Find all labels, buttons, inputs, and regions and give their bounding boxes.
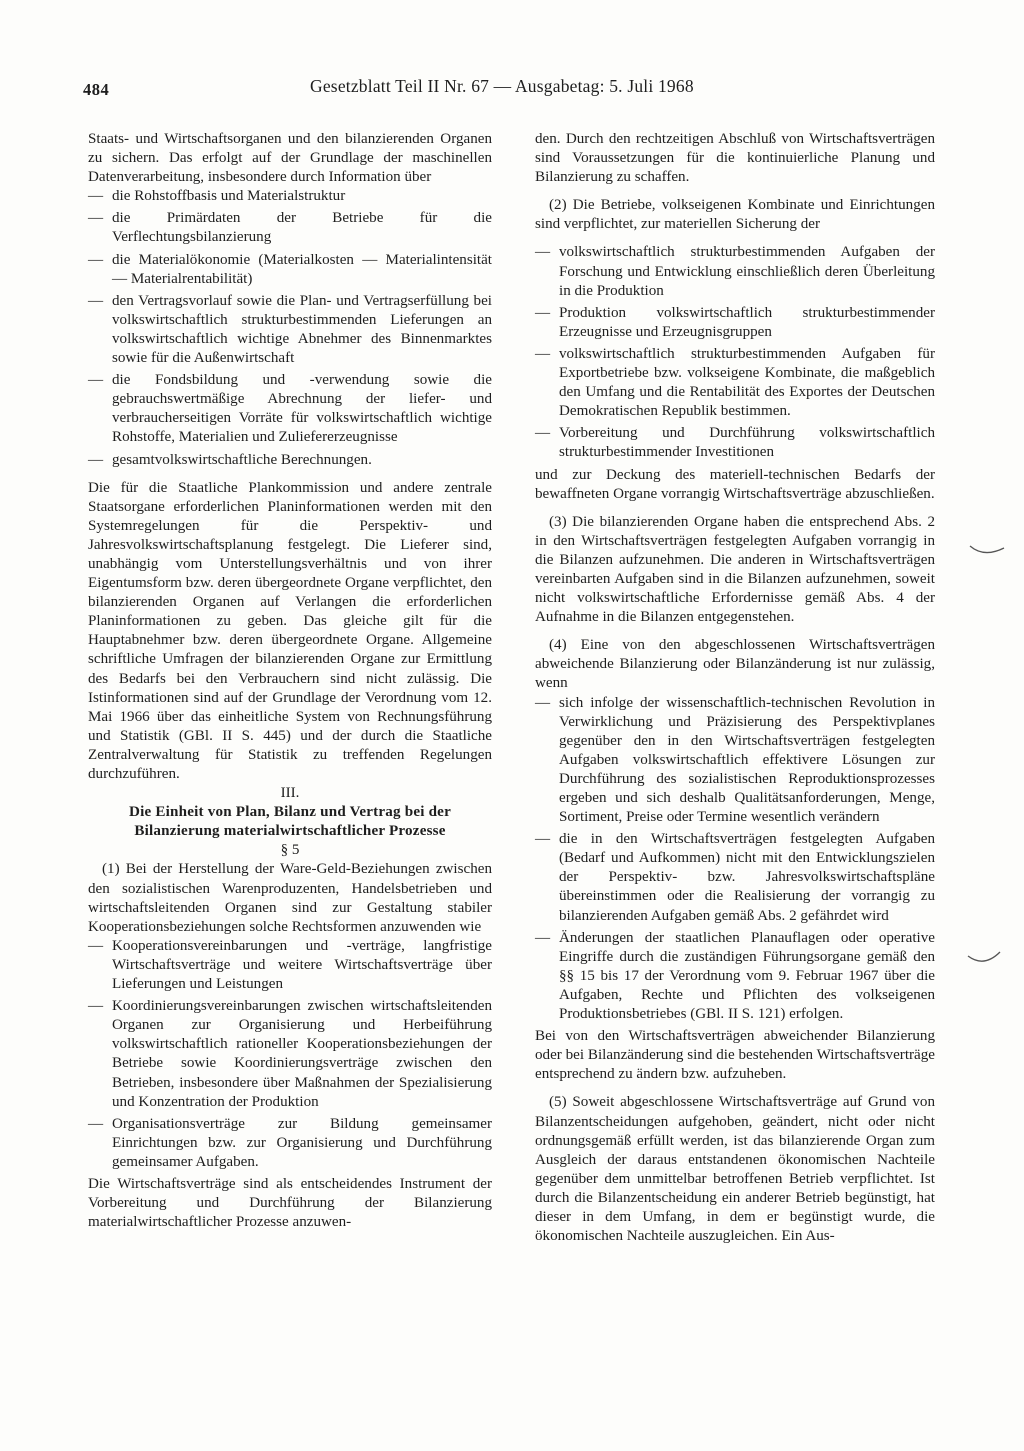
- list-item: [535, 243, 935, 300]
- list-item-text: den Vertragsvorlauf sowie die Plan- und Vertragserfüllung bei volkswirtschaftlich strukturbestimmenden Lieferungen an volkswirtschaftlich wichtige Abnehmer des Binnenmarktes sowie für die Außenwirtschaft: [112, 292, 492, 367]
- list-item: [88, 997, 492, 1112]
- list-item: [535, 929, 935, 1024]
- list-item: [535, 830, 935, 925]
- paragraph: (1) Bei der Herstellung der Ware-Geld-Beziehungen zwischen den sozialistischen Warenproduzenten, Handelsbetrieben und wirtschaftsleitenden Organen sind zur Gestaltung stabiler Kooperationsbeziehungen solche Rechtsformen anzuwenden wie: [88, 861, 492, 935]
- margin-pencil-mark: [968, 540, 1008, 560]
- list-item-text: Vorbereitung und Durchführung volkswirtschaftlich strukturbestimmender Investitionen: [559, 425, 935, 461]
- paragraph: Staats- und Wirtschaftsorganen und den bilanzierenden Organen zu sichern. Das erfolgt auf der Grundlage der maschinellen Datenverarbeitung, insbesondere durch Information über: [88, 131, 492, 186]
- dash-bullet: —: [535, 304, 551, 321]
- list-item: [88, 451, 492, 470]
- dash-bullet: —: [88, 1115, 104, 1132]
- list-item-text: die Materialökonomie (Materialkosten — Materialintensität — Materialrentabilität): [112, 251, 492, 287]
- dash-bullet: —: [535, 244, 551, 261]
- list-item-text: die Primärdaten der Betriebe für die Verflechtungsbilanzierung: [112, 210, 492, 246]
- dash-bullet: —: [535, 929, 551, 946]
- paragraph-sign: § 5: [280, 842, 300, 859]
- paragraph: Bei von den Wirtschaftsverträgen abweichender Bilanzierung oder bei Bilanzänderung sind die bestehenden Wirtschaftsverträge entsprechend zu ändern bzw. aufzuheben.: [535, 1028, 935, 1083]
- page-number: 484: [83, 80, 110, 99]
- section-heading: Die Einheit von Plan, Bilanz und Vertrag bei der Bilanzierung materialwirtschaftlicher Prozesse: [129, 804, 451, 840]
- paragraph: (3) Die bilanzierenden Organe haben die entsprechend Abs. 2 in den Wirtschaftsverträgen festgelegten Aufgaben vorrangig in die Bilanzen aufzunehmen. Die anderen in Wirtschaftsverträgen vereinbarten Aufgaben sind in die Bilanzen aufzunehmen, soweit nicht volkswirtschaftliche Erfordernisse gemäß Abs. 4 der Aufnahme in die Bilanzen entgegenstehen.: [535, 513, 935, 626]
- list-item-text: gesamtvolkswirtschaftliche Berechnungen.: [112, 451, 372, 468]
- bullet-list: [88, 937, 492, 1172]
- list-item-text: die Fondsbildung und -verwendung sowie die gebrauchswertmäßige Abrechnung der liefer- und verbraucherseitigen Vorräte für volkswirtschaftlich wichtige Rohstoffe, Materialien und Zuliefererzeugnisse: [112, 372, 492, 446]
- list-item: [88, 1115, 492, 1172]
- right-column: [535, 130, 935, 1246]
- list-item-text: die in den Wirtschaftsverträgen festgelegten Aufgaben (Bedarf und Aufkommen) nicht mit den Entwicklungszielen der Perspektiv- bzw. Jahresvolkswirtschaftspläne übereinstimmen oder die Realisierung der vorrangig zu bilanzierenden Aufgaben gemäß Abs. 2 gefährdet wird: [559, 831, 935, 924]
- dash-bullet: —: [535, 831, 551, 848]
- dash-bullet: —: [88, 998, 104, 1015]
- margin-pencil-mark: [966, 948, 1006, 970]
- dash-bullet: —: [535, 345, 551, 362]
- paragraph: den. Durch den rechtzeitigen Abschluß von Wirtschaftsverträgen sind Voraussetzungen für die kontinuierliche Planung und Bilanzierung zu schaffen.: [535, 131, 935, 186]
- paragraph: Die Wirtschaftsverträge sind als entscheidendes Instrument der Vorbereitung und Durchführung der Bilanzierung materialwirtschaftlicher Prozesse anzuwen-: [88, 1175, 492, 1231]
- paragraph: (4) Eine von den abgeschlossenen Wirtschaftsverträgen abweichende Bilanzierung oder Bilanzänderung ist nur zulässig, wenn: [535, 637, 935, 692]
- list-item: [88, 371, 492, 447]
- dash-bullet: —: [88, 451, 104, 468]
- paragraph: und zur Deckung des materiell-technischen Bedarfs der bewaffneten Organe vorrangig Wirtschaftsverträge abzuschließen.: [535, 466, 935, 502]
- dash-bullet: —: [88, 210, 104, 227]
- list-item: [88, 292, 492, 368]
- list-item: [88, 937, 492, 994]
- bullet-list: [88, 187, 492, 469]
- list-item-text: die Rohstoffbasis und Materialstruktur: [112, 188, 346, 205]
- dash-bullet: —: [88, 937, 104, 954]
- dash-bullet: —: [535, 425, 551, 442]
- left-column: [88, 130, 492, 1232]
- dash-bullet: —: [88, 251, 104, 268]
- list-item-text: Kooperationsvereinbarungen und -verträge, langfristige Wirtschaftsverträge und weitere Wirtschaftsverträge über Lieferungen und Leistungen: [112, 937, 492, 993]
- section-number: III.: [280, 785, 300, 802]
- paragraph: (2) Die Betriebe, volkseigenen Kombinate und Einrichtungen sind verpflichtet, zur materiellen Sicherung der: [535, 197, 935, 233]
- list-item-text: Organisationsverträge zur Bildung gemeinsamer Einrichtungen bzw. zur Organisierung und Durchführung gemeinsamer Aufgaben.: [112, 1115, 492, 1170]
- paragraph: Die für die Staatliche Plankommission und andere zentrale Staatsorgane erforderlichen Planinformationen werden mit den Systemregelungen für die Perspektiv- und Jahresvolkswirtschaftsplanung festgelegt. Die Lieferer sind, unabhängig vom Unterstellungsverhältnis und von ihrer Eigentumsform bzw. deren übergeordnete Organe verpflichtet, den bilanzierenden Organen auf Verlangen die erforderlichen Planinformationen zu geben. Das gleiche gilt für die Hauptabnehmer bzw. deren übergeordnete Organe. Allgemeine schriftliche Umfragen der bilanzierenden Organe zur Ermittlung des Bedarfs bei den Verbrauchern sind nicht zulässig. Die Istinformationen sind auf der Grundlage der Verordnung vom 12. Mai 1966 über das einheitliche System von Rechnungsführung und Statistik (GBl. II S. 445) und der durch die Staatliche Zentralverwaltung für Statistik zu treffenden Regelungen durchzuführen.: [88, 479, 492, 782]
- dash-bullet: —: [535, 694, 551, 711]
- list-item: [88, 187, 492, 206]
- list-item-text: Produktion volkswirtschaftlich strukturbestimmender Erzeugnisse und Erzeugnisgruppen: [559, 304, 935, 340]
- bullet-list: [535, 694, 935, 1025]
- list-item: [535, 424, 935, 462]
- list-item: [88, 251, 492, 289]
- list-item-text: volkswirtschaftlich strukturbestimmenden Aufgaben für Exportbetriebe bzw. volkseigene Kombinate, die maßgeblich den Umfang und die Rentabilität des Exportes der Deutschen Demokratischen Republik bestimmen.: [559, 345, 935, 420]
- list-item-text: sich infolge der wissenschaftlich-technischen Revolution in Verwirklichung und Präzisierung des Perspektivplanes gegenüber den in den Wirtschaftsverträgen festgelegten Aufgaben volkswirtschaftlich effektivere Lösungen zur Durchführung des sozialistischen Reproduktionsprozesses ergeben und sich deshalb Qualitätsanforderungen, Menge, Sortiment, Preise oder Termine wesentlich verändern: [559, 694, 935, 826]
- dash-bullet: —: [88, 292, 104, 309]
- list-item-text: volkswirtschaftlich strukturbestimmenden Aufgaben der Forschung und Entwicklung einschließlich deren Überleitung in die Produktion: [559, 244, 935, 299]
- list-item: [535, 694, 935, 828]
- list-item: [535, 304, 935, 342]
- dash-bullet: —: [88, 188, 104, 205]
- dash-bullet: —: [88, 372, 104, 389]
- running-header: Gesetzblatt Teil II Nr. 67 — Ausgabetag: 5. Juli 1968: [310, 76, 694, 96]
- list-item: [535, 345, 935, 421]
- list-item-text: Änderungen der staatlichen Planauflagen oder operative Eingriffe durch die zuständigen Führungsorgane gemäß den §§ 15 bis 17 der Verordnung vom 9. Februar 1967 über die Aufgaben, Rechte und Pflichten des volkseigenen Produktionsbetriebes (GBl. II S. 121) erfolgen.: [559, 929, 935, 1023]
- list-item: [88, 209, 492, 247]
- paragraph: (5) Soweit abgeschlossene Wirtschaftsverträge auf Grund von Bilanzentscheidungen aufgehoben, geändert, nicht oder nicht ordnungsgemäß erfüllt werden, ist das bilanzierende Organ zum Ausgleich der daraus entstandenen ökonomischen Nachteile gegenüber dem unmittelbar betroffenen Betrieb verpflichtet. Ist durch die Bilanzentscheidung ein anderer Betrieb begünstigt, hat dieser in dem Umfang, in dem er begünstigt wurde, die ökonomischen Nachteile auszugleichen. Ein Aus-: [535, 1094, 935, 1245]
- list-item-text: Koordinierungsvereinbarungen zwischen wirtschaftsleitenden Organen zur Organisierung und Herbeiführung volkswirtschaftlich rationeller Kooperationsbeziehungen der Betriebe sowie Koordinierungsverträge zwischen den Betrieben, insbesondere über Maßnahmen der Spezialisierung und Konzentration der Produktion: [112, 998, 492, 1110]
- bullet-list: [535, 243, 935, 462]
